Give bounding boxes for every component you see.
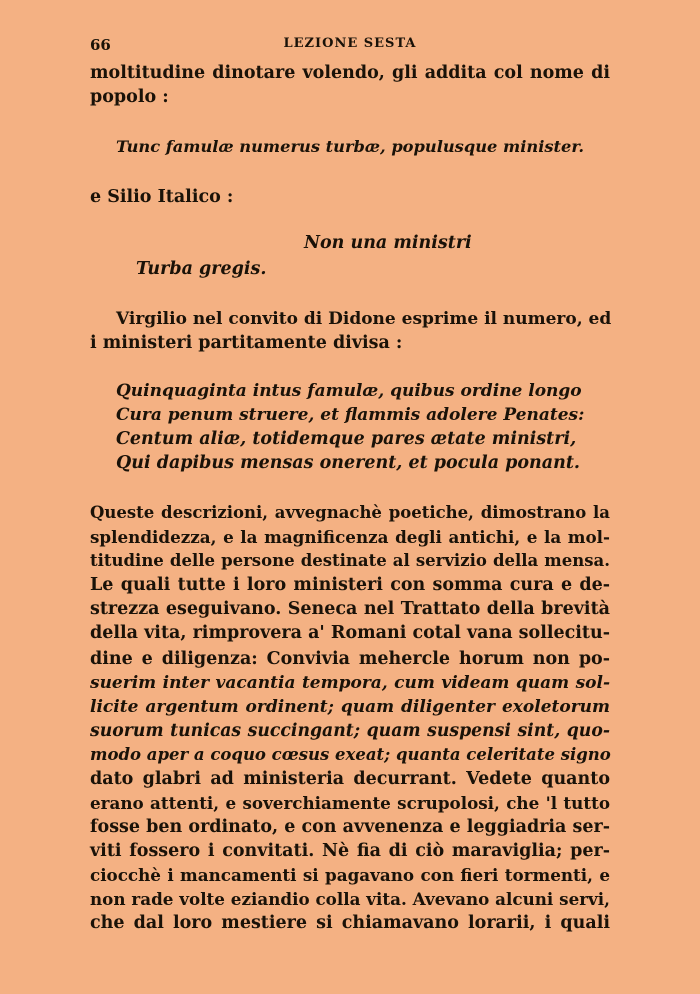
text-line: erano attenti, e soverchiamente scrupolosi, che 'l tutto xyxy=(90,793,610,813)
text-line: ciocchè i mancamenti si pagavano con fieri tormenti, e xyxy=(90,865,610,885)
text-line: strezza eseguivano. Seneca nel Trattato della brevità xyxy=(90,599,610,619)
text-line: suerim inter vacantia tempora, cum videam quam sol- xyxy=(90,673,610,693)
verse-line: Qui dapibus mensas onerent, et pocula ponant. xyxy=(116,453,581,473)
text-line: della vita, rimprovera a' Romani cotal vana sollecitu- xyxy=(90,623,610,643)
text-line: titudine delle persone destinate al servizio della mensa. xyxy=(90,551,610,570)
text-line: viti fossero i convitati. Nè fia di ciò maraviglia; per- xyxy=(90,841,610,861)
text-line: licite argentum ordinent; quam diligenter exoletorum xyxy=(90,697,610,717)
text-line: che dal loro mestiere si chiamavano lorarii, i quali xyxy=(90,913,610,933)
text-line: moltitudine dinotare volendo, gli addita col nome di xyxy=(90,63,610,83)
text-line: dine e diligenza: Convivia mehercle horum non po- xyxy=(90,649,610,669)
text-line: suorum tunicas succingant; quam suspensi sint, quo- xyxy=(90,721,610,741)
text-line: fosse ben ordinato, e con avvenenza e leggiadria ser- xyxy=(90,817,610,837)
text-line: Le quali tutte i loro ministeri con somma cura e de- xyxy=(90,575,610,595)
text-line: i ministeri partitamente divisa : xyxy=(90,333,403,353)
text-line: non rade volte eziandio colla vita. Avevano alcuni servi, xyxy=(90,889,610,909)
verse-line: Turba gregis. xyxy=(136,259,267,279)
verse-line: Tunc famulæ numerus turbæ, populusque minister. xyxy=(116,137,585,156)
text-line: modo aper a coquo cœsus exeat; quanta celeritate signo xyxy=(90,745,611,764)
page-header xyxy=(90,36,610,58)
running-title: LEZIONE SESTA xyxy=(283,36,417,51)
verse-line: Cura penum struere, et flammis adolere Penates: xyxy=(116,405,585,425)
text-line: e Silio Italico : xyxy=(90,187,234,207)
verse-line: Centum aliæ, totidemque pares ætate ministri, xyxy=(116,429,577,449)
text-line: popolo : xyxy=(90,87,169,107)
verse-line: Non una ministri xyxy=(304,233,472,253)
text-line: Virgilio nel convito di Didone esprime il numero, ed xyxy=(116,309,612,329)
verse-line: Quinquaginta intus famulæ, quibus ordine longo xyxy=(116,381,582,401)
page-number: 66 xyxy=(90,36,111,54)
text-line: Queste descrizioni, avvegnachè poetiche, dimostrano la xyxy=(90,503,610,522)
text-line: dato glabri ad ministeria decurrant. Vedete quanto xyxy=(90,769,610,789)
text-line: splendidezza, e la magnificenza degli antichi, e la mol- xyxy=(90,527,610,547)
